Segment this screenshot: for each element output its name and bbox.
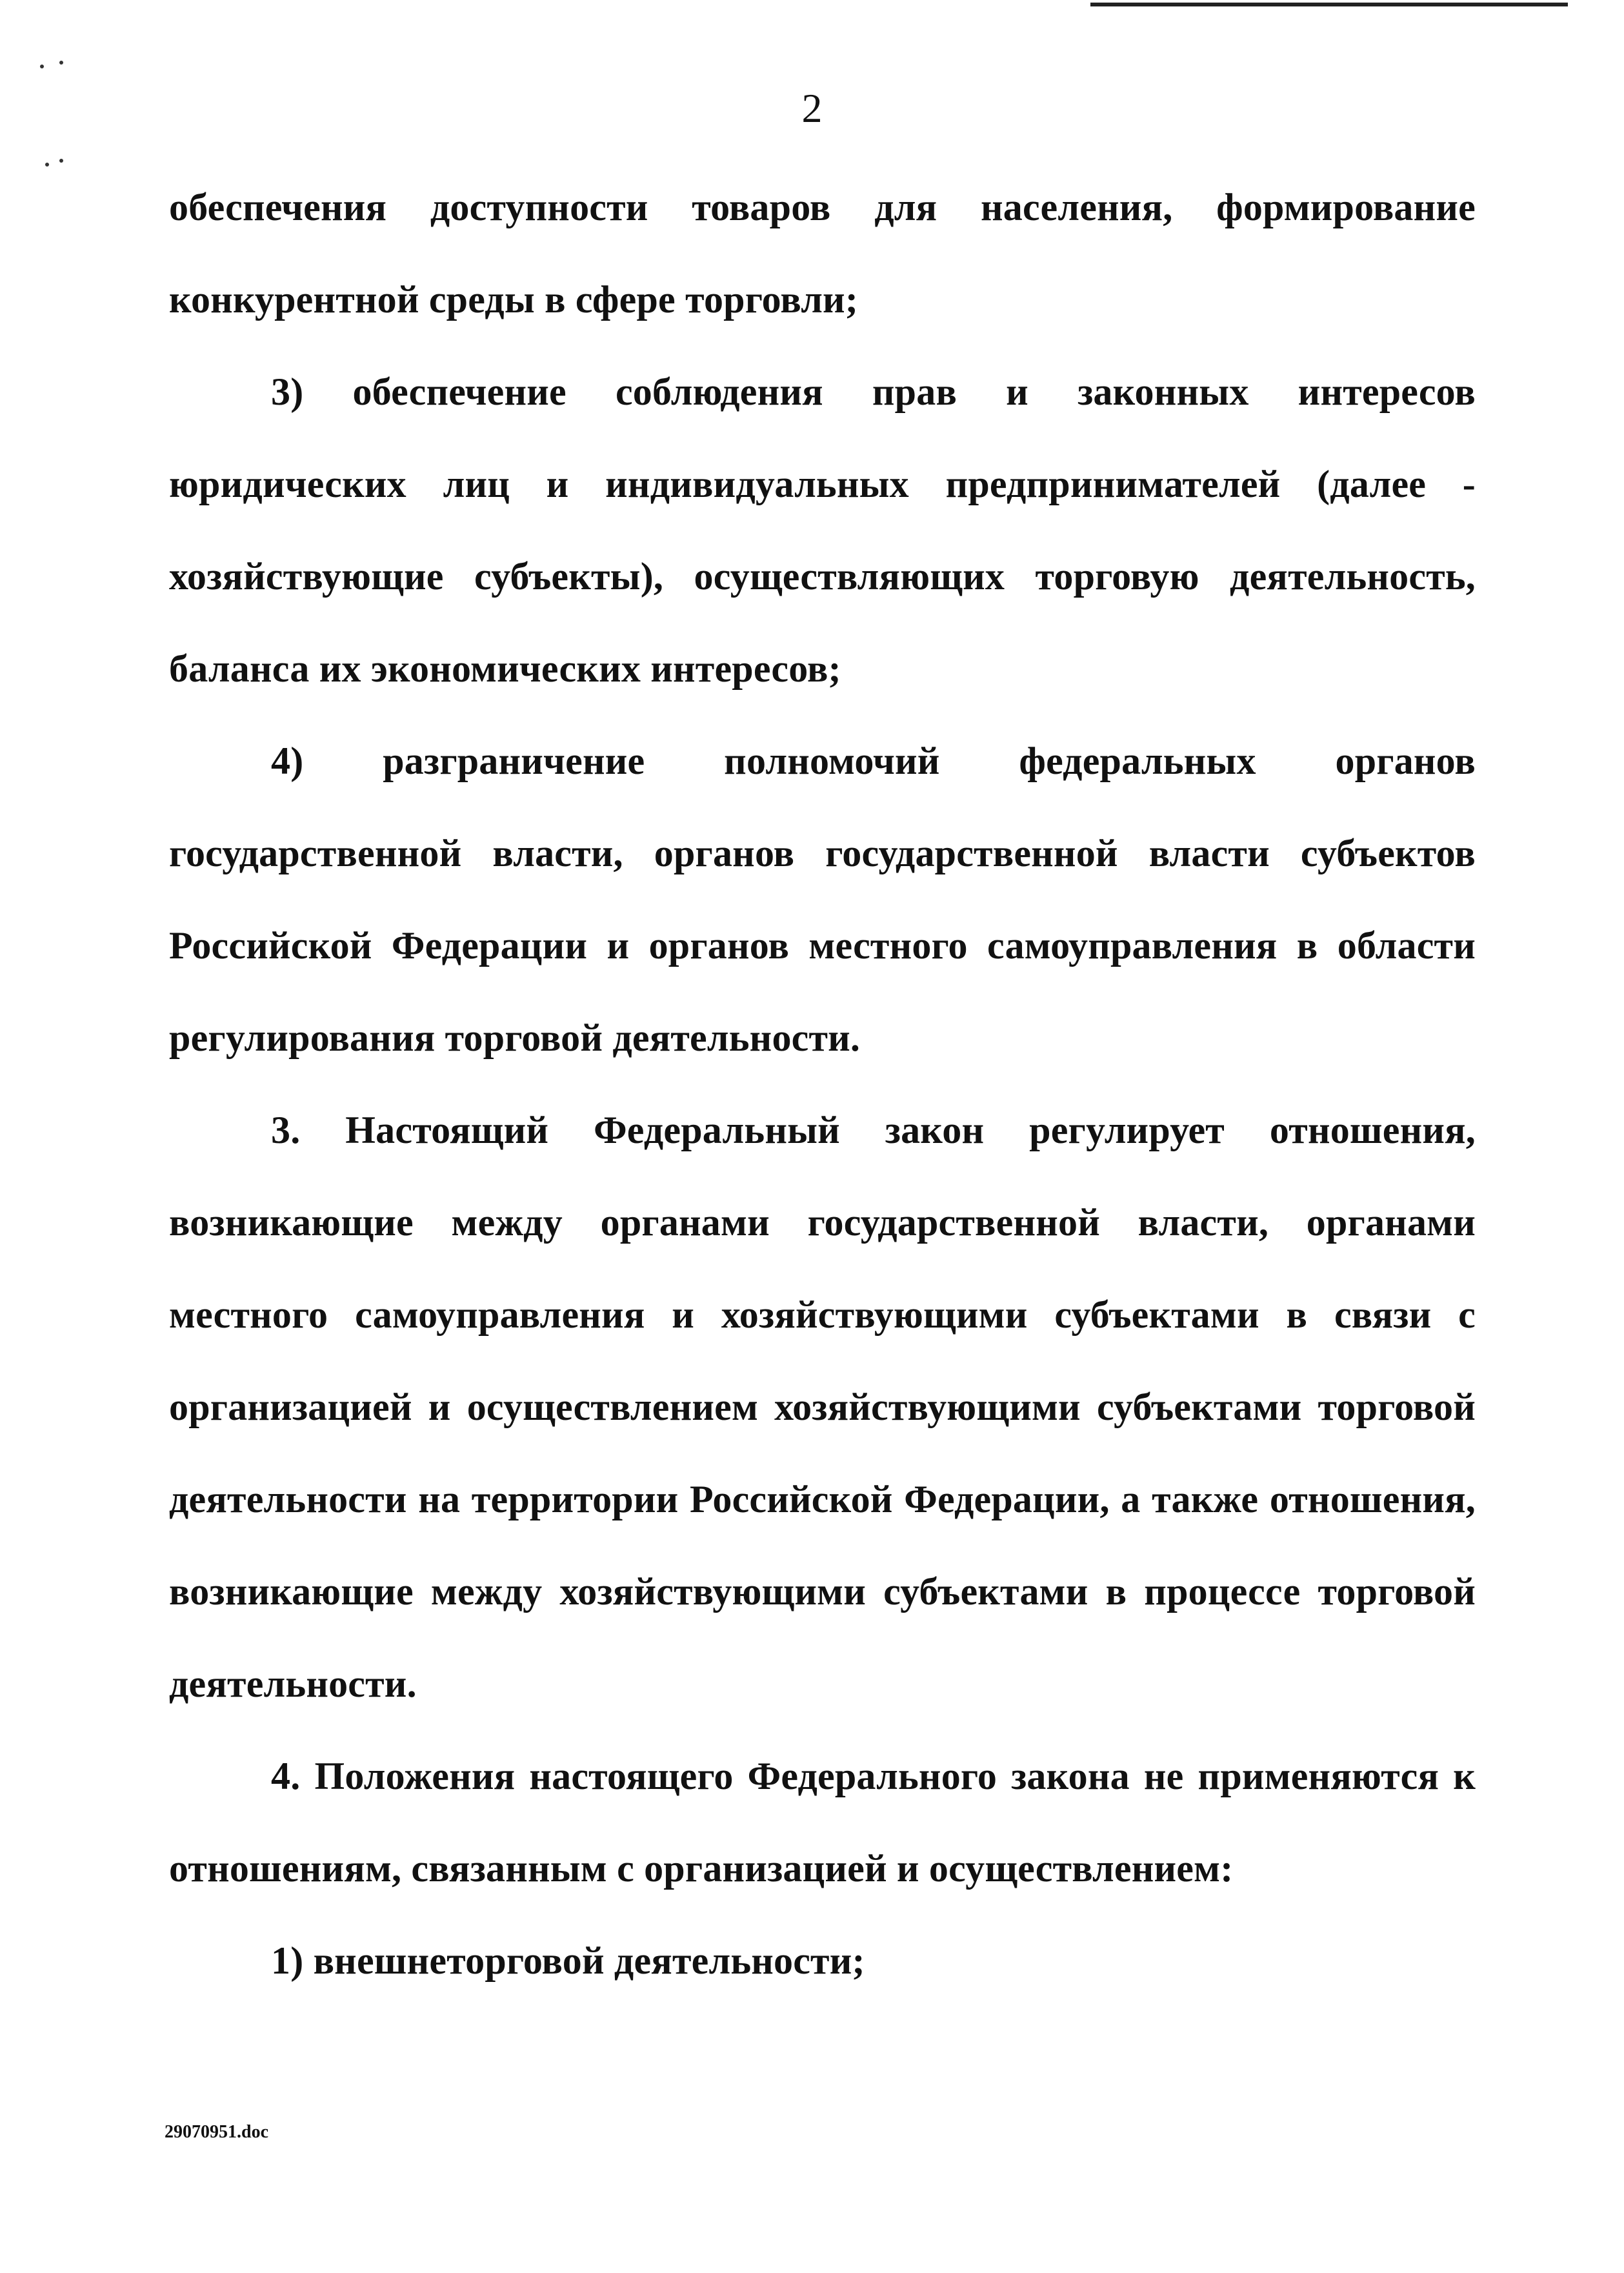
- paragraph-continuation: обеспечения доступности товаров для населения, формирование конкурентной среды в сфере торговли;: [169, 186, 1476, 321]
- paragraph-item-1: 1) внешнеторговой деятельности;: [271, 1939, 865, 1982]
- document-file-id: 29070951.doc: [165, 2122, 268, 2142]
- page-number: 2: [801, 85, 823, 131]
- paragraph-section-4: 4. Положения настоящего Федерального закона не применяются к отношениям, связанным с организацией и осуществлением:: [169, 1755, 1476, 1890]
- paragraph-item-4: 4) разграничение полномочий федеральных органов государственной власти, органов государственной власти субъектов Российской Федерации и органов местного самоуправления в области регулирования торговой деятельности.: [169, 740, 1476, 1059]
- paragraph-section-3: 3. Настоящий Федеральный закон регулирует отношения, возникающие между органами государственной власти, органами местного самоуправления и хозяйствующими субъектами в связи с организацией и осуществлением хозяйствующими субъектами торговой деятельности на территории Российской Федерации, а также отношения, возникающие между хозяйствующими субъектами в процессе торговой деятельности.: [169, 1109, 1476, 1705]
- scan-speck: [45, 163, 49, 167]
- scan-speck: [59, 159, 63, 163]
- document-body: [169, 161, 1476, 2007]
- top-border-line: [1090, 3, 1568, 6]
- scan-speck: [59, 61, 63, 65]
- paragraph-item-3: 3) обеспечение соблюдения прав и законных интересов юридических лиц и индивидуальных предпринимателей (далее - хозяйствующие субъекты), осуществляющих торговую деятельность, баланса их экономических интересов;: [169, 370, 1476, 690]
- scan-speck: [40, 65, 44, 68]
